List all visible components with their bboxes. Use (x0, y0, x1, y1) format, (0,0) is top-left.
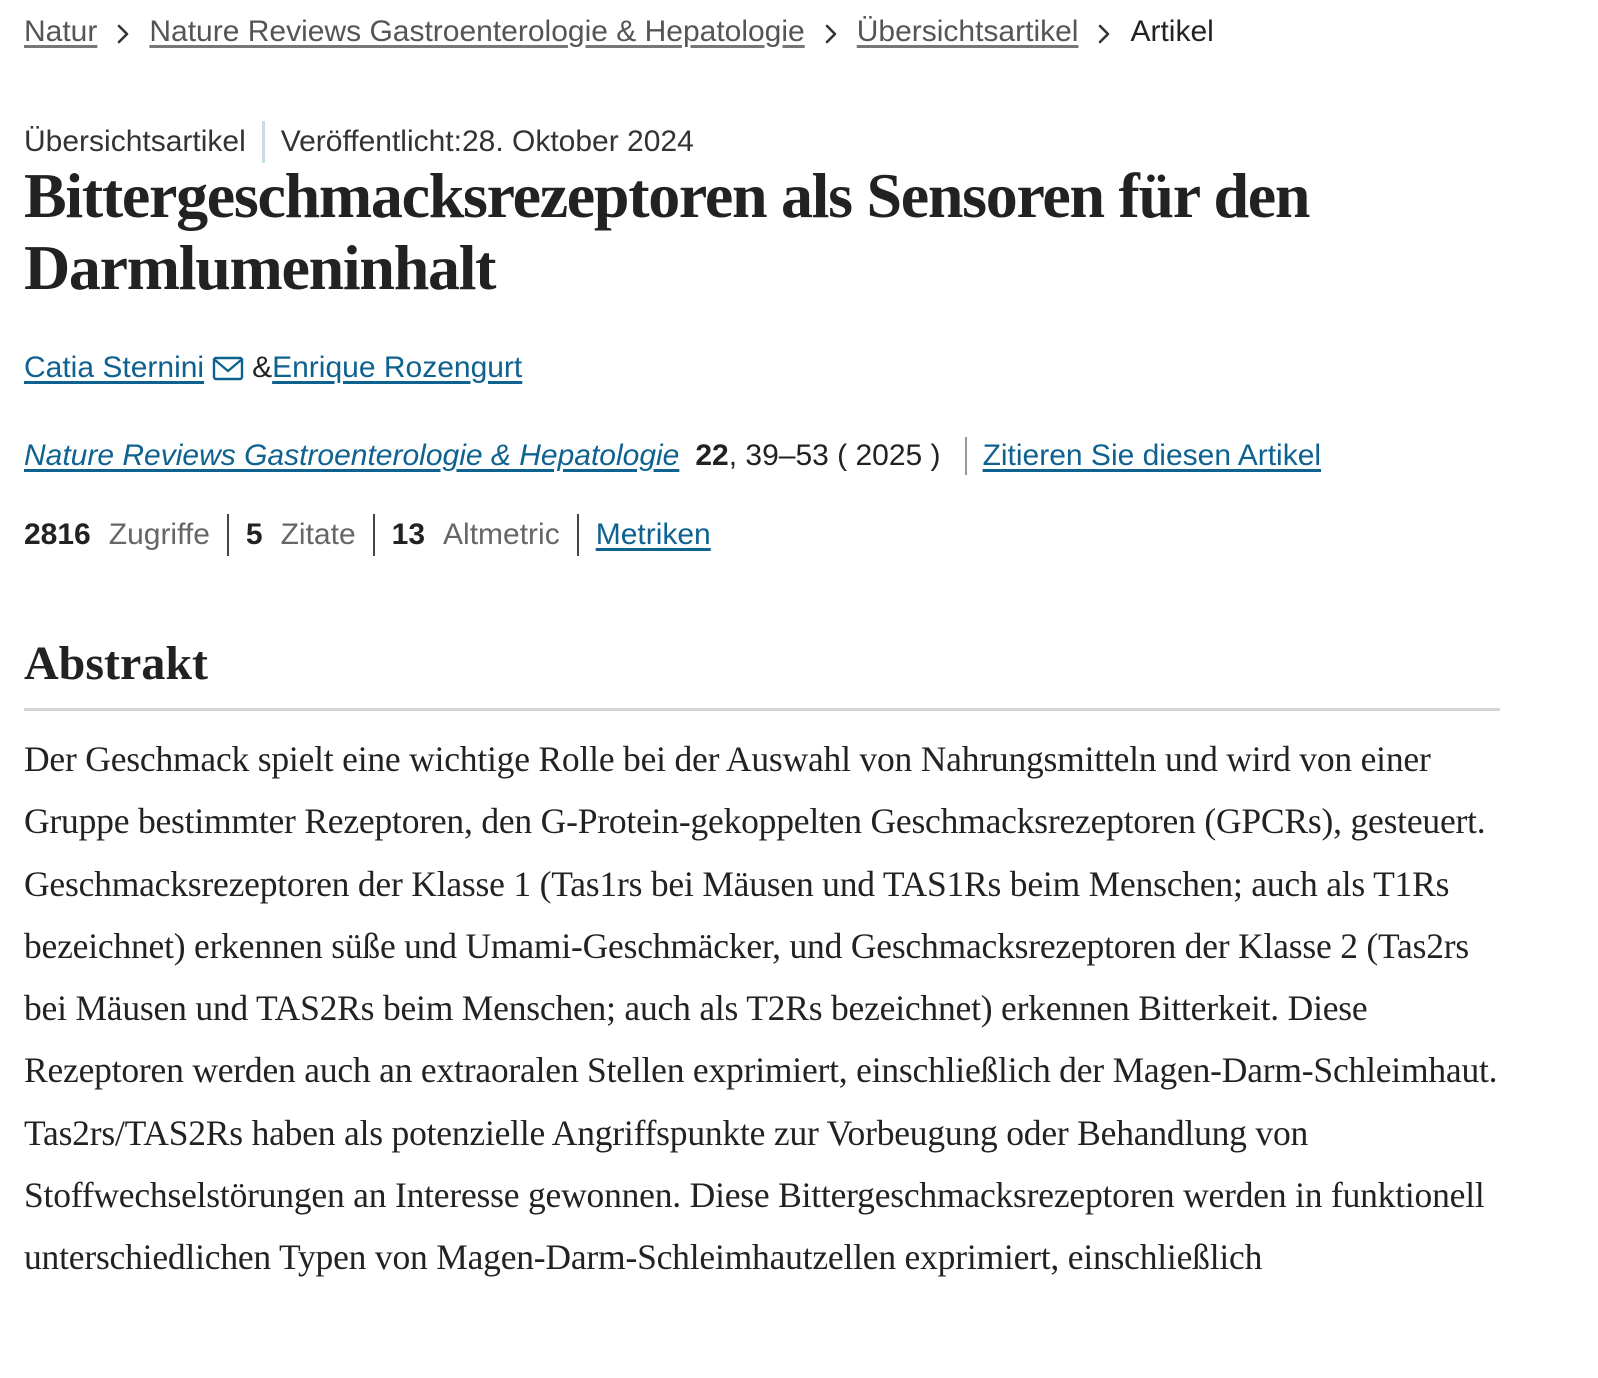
author-connector: & (252, 351, 273, 384)
breadcrumb-link-review-articles[interactable]: Übersichtsartikel (856, 15, 1079, 48)
altmetric-label: Altmetric (443, 518, 560, 551)
abstract-heading: Abstrakt (24, 637, 209, 690)
breadcrumb-link-journal[interactable]: Nature Reviews Gastroenterologie & Hepatologie (149, 15, 805, 48)
altmetric-count: 13 (391, 518, 426, 551)
chevron-right-icon (805, 12, 857, 52)
metrics-link[interactable]: Metriken (595, 518, 711, 551)
author-list (24, 348, 522, 388)
cite-article-link[interactable]: Zitieren Sie diesen Artikel (982, 439, 1322, 472)
author-link-sternini[interactable]: Catia Sternini (24, 351, 205, 384)
abstract-body: Der Geschmack spielt eine wichtige Rolle bei der Auswahl von Nahrungsmitteln und wird von einer Gruppe bestimmter Rezeptoren, den G-Protein-gekoppelten Geschmacksrezeptoren (GPCRs), gesteuert. Geschmacksrezeptoren der Klasse 1 (Tas1rs bei Mäusen und TAS1Rs beim Menschen; auch als T1Rs bezeichnet) erkennen süße und Umami-Geschmäcker, und Geschmacksrezeptoren der Klasse 2 (Tas2rs bei Mäusen und TAS2Rs beim Menschen; auch als T2Rs bezeichnet) erkennen Bitterkeit. Diese Rezeptoren werden auch an extraoralen Stellen exprimiert, einschließlich der Magen-Darm-Schleimhaut. Tas2rs/TAS2Rs haben als potenzielle Angriffspunkte zur Vorbeugung oder Behandlung von Stoffwechselstörungen an Interesse gewonnen. Diese Bittergeschmacksrezeptoren werden in funktionell unterschiedlichen Typen von Magen-Darm-Schleimhautzellen exprimiert, einschließlich (24, 739, 1498, 1278)
breadcrumb (24, 12, 1214, 52)
mail-icon[interactable] (212, 354, 244, 382)
breadcrumb-link-natur[interactable]: Natur (24, 15, 98, 48)
accesses-count: 2816 (24, 518, 91, 551)
abstract-divider (24, 708, 1500, 711)
metrics-bar (24, 514, 711, 556)
chevron-right-icon (97, 12, 149, 52)
article-title: Bittergeschmacksrezeptoren als Sensoren für den Darmlumeninhalt (24, 160, 1310, 303)
breadcrumb-current: Artikel (1130, 15, 1214, 48)
volume-number: 22 (695, 439, 729, 472)
author-link-rozengurt[interactable]: Enrique Rozengurt (272, 351, 523, 384)
citation-divider (965, 437, 967, 475)
journal-link[interactable]: Nature Reviews Gastroenterologie & Hepatologie (24, 439, 680, 472)
metrics-divider (577, 514, 579, 556)
citations-label: Zitate (280, 518, 356, 551)
published-date: Veröffentlicht:28. Oktober 2024 (280, 125, 694, 158)
metrics-divider (227, 514, 229, 556)
chevron-right-icon (1078, 12, 1130, 52)
pages-year: , 39–53 ( 2025 ) (728, 439, 941, 472)
accesses-label: Zugriffe (108, 518, 210, 551)
metrics-divider (373, 514, 375, 556)
citations-count: 5 (245, 518, 263, 551)
article-meta (24, 121, 694, 163)
meta-divider (262, 121, 265, 163)
article-type: Übersichtsartikel (24, 125, 246, 158)
citation-line (24, 436, 1321, 476)
